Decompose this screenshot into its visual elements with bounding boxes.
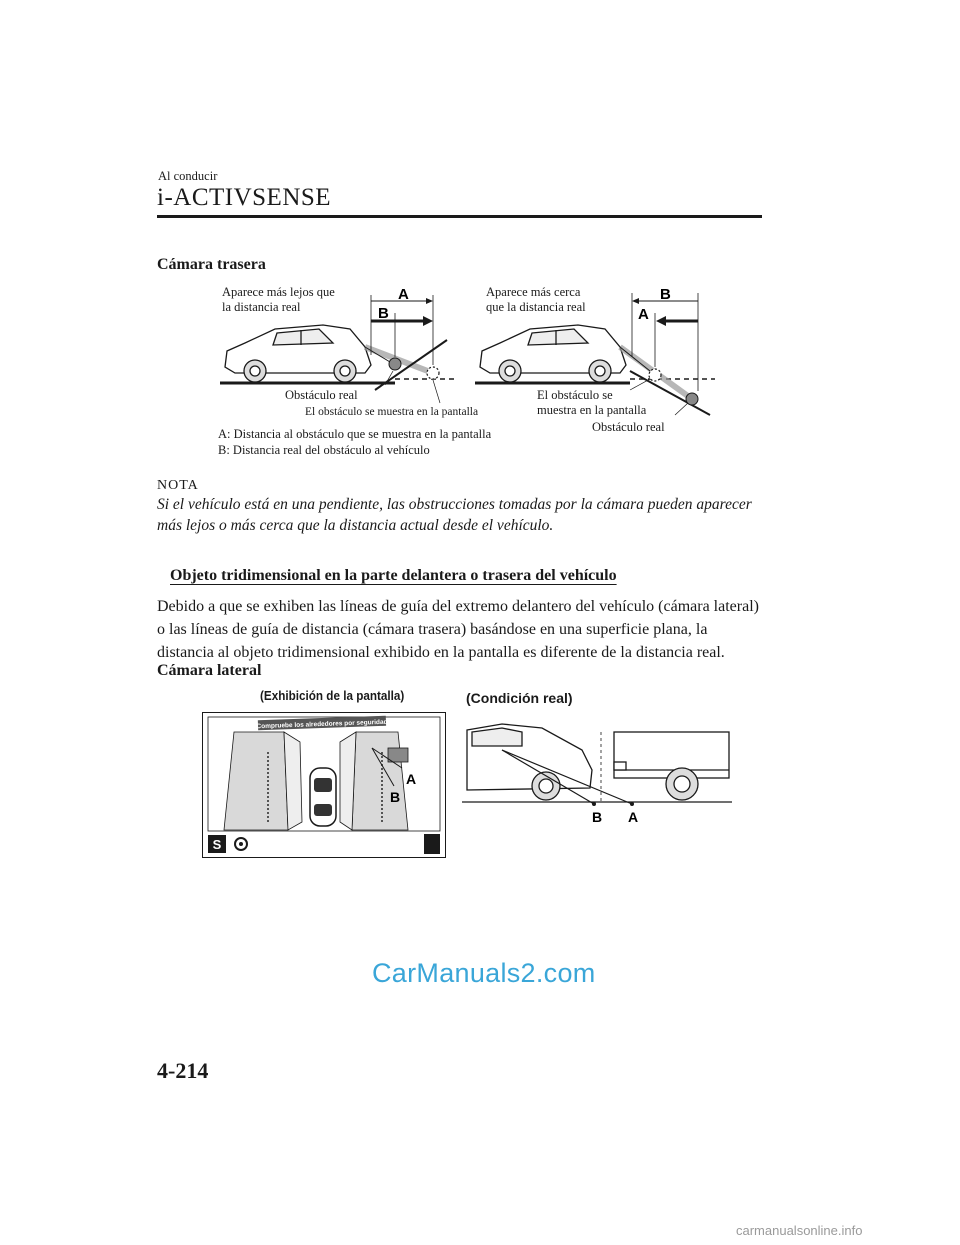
screen-marker-a: A — [406, 771, 417, 787]
far-label: Aparece más lejos que la distancia real — [222, 285, 335, 314]
marker-b-label: B — [660, 286, 671, 303]
watermark-logo: CarManuals2.com — [372, 958, 596, 988]
header-divider — [157, 215, 762, 218]
page-title: i-ACTIVSENSE — [157, 184, 332, 211]
marker-a-label: A — [398, 286, 409, 303]
site-watermark: carmanualsonline.info — [736, 1223, 863, 1238]
note-label: NOTA — [157, 478, 199, 493]
car-top-icon — [310, 768, 336, 826]
near-label: Aparece más cerca que la distancia real — [486, 285, 586, 314]
view-mode-icon — [424, 834, 440, 854]
side-camera-real-diagram — [462, 712, 732, 827]
screen-marker-b: B — [390, 789, 401, 805]
screen-obstacle-label: El obstáculo se muestra en la pantalla — [537, 388, 647, 417]
real-marker-a: A — [628, 809, 639, 825]
svg-text:S: S — [212, 837, 222, 852]
rear-camera-heading: Cámara trasera — [157, 256, 266, 273]
legend-a: A: Distancia al obstáculo que se muestra en la pantalla — [218, 427, 492, 441]
trailer-icon — [614, 732, 729, 800]
side-camera-heading: Cámara lateral — [157, 662, 262, 679]
section-breadcrumb: Al conducir — [158, 169, 218, 183]
note-body: Si el vehículo está en una pendiente, las obstrucciones tomadas por la cámara pueden aparecer más lejos o más cerca que la distancia actual desde el vehículo. — [157, 496, 752, 534]
car-icon — [225, 325, 371, 382]
screen-obstacle-label: El obstáculo se muestra en la pantalla — [305, 406, 479, 418]
page-number: 4-214 — [157, 1058, 209, 1083]
obstacle-label: Obstáculo real — [592, 420, 665, 434]
screen-caption: (Exhibición de la pantalla) — [260, 688, 405, 703]
marker-a-label: A — [638, 306, 649, 323]
obstacle-label: Obstáculo real — [285, 388, 358, 402]
marker-b-label: B — [378, 305, 389, 322]
real-caption: (Condición real) — [466, 690, 573, 706]
real-marker-b: B — [592, 809, 603, 825]
screen-banner: Compruebe los alrededores por seguridad — [256, 718, 388, 731]
car-icon — [480, 325, 626, 382]
body-paragraph: Debido a que se exhiben las líneas de guía del extremo delantero del vehículo (cámara lateral) o las líneas de guía de distancia (cámara trasera) basándose en una superficie plana, la distancia al objeto tridimensional exhibido en la pantalla es diferente de la distancia real. — [157, 598, 759, 661]
legend-b: B: Distancia real del obstáculo al vehículo — [218, 443, 430, 457]
section-subheading: Objeto tridimensional en la parte delantera o trasera del vehículo — [170, 567, 617, 584]
side-camera-screen-diagram — [202, 712, 446, 858]
